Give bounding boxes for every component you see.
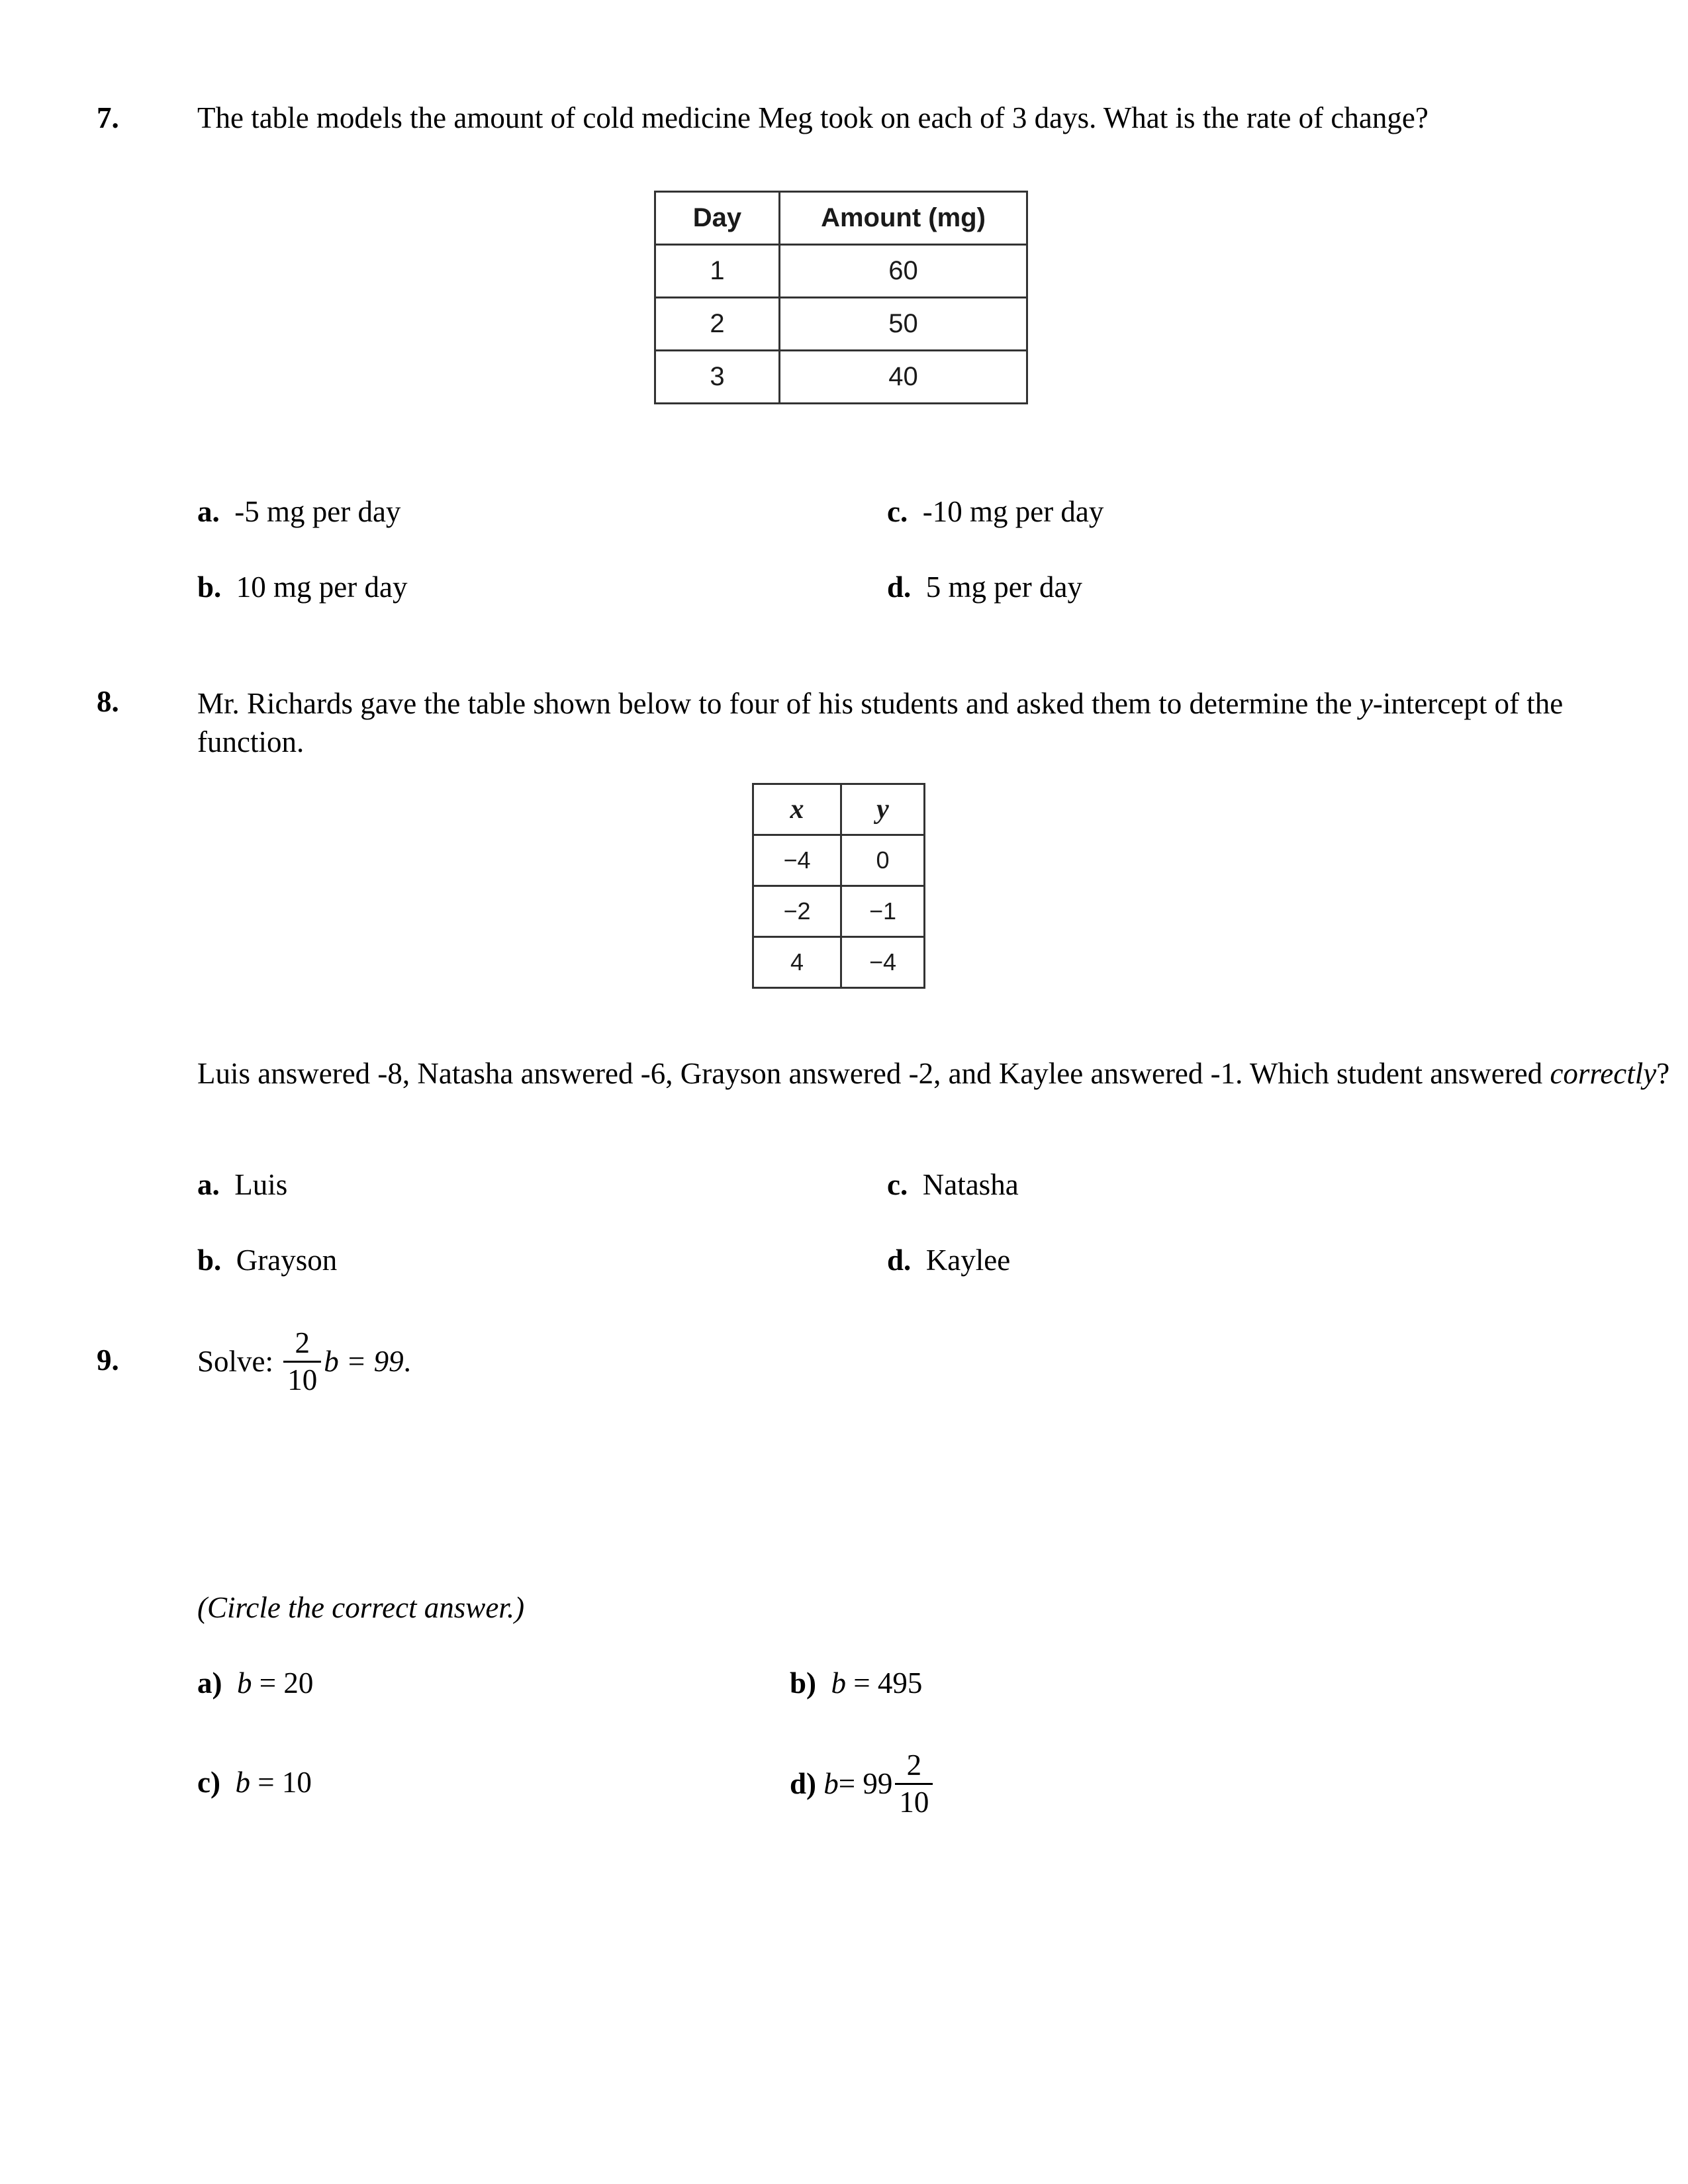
table-cell: 1	[655, 245, 780, 298]
solve-label: Solve:	[197, 1345, 274, 1378]
table-header-day: Day	[655, 192, 780, 245]
fraction-numerator: 2	[295, 1326, 310, 1359]
fraction-denominator: 10	[895, 1783, 933, 1817]
table-cell: −2	[753, 886, 841, 937]
table-header-x: x	[753, 784, 841, 835]
choice-letter: d.	[887, 570, 912, 604]
table-row	[753, 886, 925, 937]
table-header-y: y	[841, 784, 925, 835]
choice-value: = 10	[250, 1766, 312, 1799]
choice-text: Luis	[234, 1168, 288, 1201]
q9-choice-c[interactable]	[197, 1765, 312, 1799]
table-cell: 4	[753, 937, 841, 988]
variable-y: y	[1359, 687, 1373, 720]
choice-letter: a)	[197, 1666, 222, 1700]
table-cell: 50	[780, 298, 1027, 351]
choice-text: Natasha	[922, 1168, 1019, 1201]
question-8-number: 8.	[97, 685, 119, 718]
table-cell: −1	[841, 886, 925, 937]
choice-text: 10 mg per day	[236, 570, 408, 604]
equation-rest: b = 99	[324, 1345, 404, 1378]
table-cell: −4	[753, 835, 841, 886]
choice-value: = 20	[252, 1666, 314, 1700]
q7-choice-c[interactable]	[887, 494, 1103, 529]
choice-text: Grayson	[236, 1244, 338, 1277]
q8-choice-b[interactable]	[197, 1243, 337, 1277]
choice-letter: b.	[197, 570, 222, 604]
table-row	[655, 245, 1027, 298]
choice-letter: b)	[790, 1666, 817, 1700]
q9-choice-d[interactable]	[790, 1741, 935, 1827]
choice-letter: a.	[197, 1168, 220, 1201]
medicine-table	[654, 191, 1028, 404]
choice-variable: b	[823, 1767, 839, 1800]
choice-letter: a.	[197, 495, 220, 528]
choice-letter: c.	[887, 1168, 908, 1201]
fraction	[895, 1748, 933, 1819]
q9-choice-b[interactable]	[790, 1666, 922, 1700]
question-9-number: 9.	[97, 1343, 119, 1377]
instruction-text: (Circle the correct answer.)	[197, 1591, 525, 1624]
table-cell: −4	[841, 937, 925, 988]
table-row	[655, 351, 1027, 404]
table-row	[753, 835, 925, 886]
choice-letter: d.	[887, 1244, 912, 1277]
table-header-amount: Amount (mg)	[780, 192, 1027, 245]
equation-period: .	[403, 1345, 411, 1378]
table-cell: 40	[780, 351, 1027, 404]
question-8-text	[197, 684, 1673, 761]
choice-text: -10 mg per day	[922, 495, 1104, 528]
q8-choice-d[interactable]	[887, 1243, 1010, 1277]
followup-emphasis: correctly	[1550, 1057, 1657, 1090]
choice-letter: b.	[197, 1244, 222, 1277]
choice-text: -5 mg per day	[234, 495, 401, 528]
choice-variable: b	[235, 1766, 250, 1799]
question-8-text-part: Mr. Richards gave the table shown below to four of his students and asked them to determine the	[197, 687, 1360, 720]
question-8-followup	[197, 1054, 1673, 1093]
choice-value: = 495	[846, 1666, 923, 1700]
q7-choice-a[interactable]	[197, 494, 400, 529]
followup-text-part: Luis answered -8, Natasha answered -6, Grayson answered -2, and Kaylee answered -1. Which student answered	[197, 1057, 1550, 1090]
table-cell: 2	[655, 298, 780, 351]
fraction-denominator: 10	[283, 1361, 321, 1395]
choice-value: = 99	[838, 1767, 893, 1800]
choice-letter: c)	[197, 1766, 220, 1799]
choice-text: 5 mg per day	[925, 570, 1082, 604]
choice-variable: b	[237, 1666, 252, 1700]
fraction	[283, 1328, 321, 1395]
q7-choice-d[interactable]	[887, 570, 1082, 604]
xy-table	[752, 783, 925, 989]
q8-choice-c[interactable]	[887, 1167, 1019, 1202]
fraction-numerator: 2	[906, 1748, 922, 1782]
question-9-equation	[197, 1318, 411, 1404]
choice-letter: d)	[790, 1767, 817, 1800]
choice-text: Kaylee	[925, 1244, 1011, 1277]
q8-choice-a[interactable]	[197, 1167, 287, 1202]
choice-letter: c.	[887, 495, 908, 528]
followup-text-part: ?	[1656, 1057, 1670, 1090]
q7-choice-b[interactable]	[197, 570, 407, 604]
question-7-number: 7.	[97, 101, 119, 134]
table-cell: 0	[841, 835, 925, 886]
table-row	[655, 298, 1027, 351]
table-cell: 3	[655, 351, 780, 404]
q9-choice-a[interactable]	[197, 1666, 313, 1700]
choice-variable: b	[831, 1666, 847, 1700]
question-7-text: The table models the amount of cold medicine Meg took on each of 3 days. What is the rate of change?	[197, 101, 1429, 134]
question-8-text-part: -intercept of the function.	[197, 687, 1564, 758]
table-cell: 60	[780, 245, 1027, 298]
table-row	[753, 937, 925, 988]
